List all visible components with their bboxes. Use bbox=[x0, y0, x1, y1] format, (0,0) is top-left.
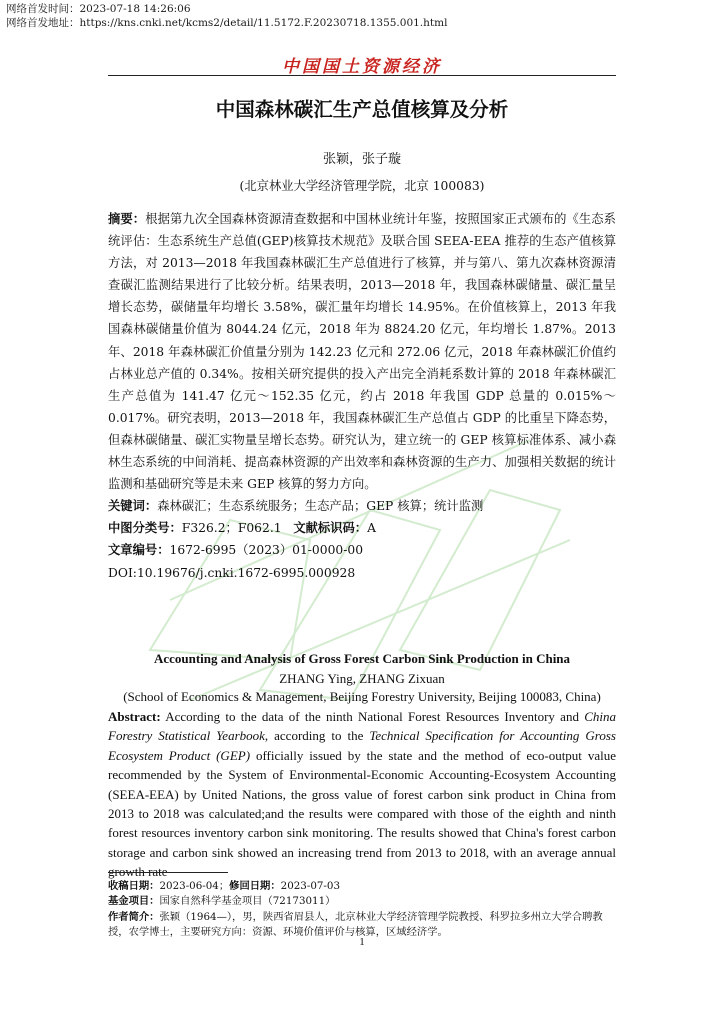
paper-title: 中国森林碳汇生产总值核算及分析 bbox=[215, 98, 509, 121]
keywords-text: 森林碳汇；生态系统服务；生态产品；GEP 核算；统计监测 bbox=[157, 499, 484, 514]
author-bio-label: 作者简介： bbox=[108, 910, 160, 923]
received-label: 收稿日期： bbox=[108, 880, 160, 892]
footnotes bbox=[108, 879, 618, 941]
paper-affiliation: (北京林业大学经济管理学院，北京 100083) bbox=[239, 179, 485, 193]
english-abstract-italic-2: Technical Specification for Accounting Gross Ecosystem Product (GEP) bbox=[108, 728, 616, 763]
english-abstract-text-3: officially issued by the state and the method of eco-output value recommended by the System of Environmental-Economic Accounting-Ecosystem Accounting (SEEA-EEA) by United Nations, the gross value of forest carbon sink product in China from 2013 to 2018 was calculated;and the results were compared with those of the eighth and ninth forest resources inventory carbon sink monitoring. The results showed that China's forest carbon storage and carbon sink showed an increasing trend from 2013 to 2018, with an average annual growth rate bbox=[108, 747, 616, 880]
fund-line bbox=[108, 894, 618, 909]
header-rule bbox=[108, 75, 616, 76]
fund-text: 国家自然科学基金项目（72173011） bbox=[159, 895, 336, 908]
received-date: 2023-06-04； bbox=[159, 880, 230, 892]
revised-date: 2023-07-03 bbox=[280, 880, 341, 892]
publication-address bbox=[6, 16, 447, 30]
dates-line bbox=[108, 879, 618, 894]
keywords-label: 关键词： bbox=[108, 499, 158, 514]
english-abstract-italic-1: China Forestry Statistical Yearbook bbox=[108, 709, 616, 744]
clc-label: 中图分类号： bbox=[108, 521, 182, 536]
doi: DOI:10.19676/j.cnki.1672-6995.000928 bbox=[108, 565, 356, 580]
publication-address-link[interactable]: https://kns.cnki.net/kcms2/detail/11.5172.F.20230718.1355.001.html bbox=[79, 17, 448, 29]
revised-label: 修回日期： bbox=[229, 880, 281, 892]
doc-code-label: 文献标识码： bbox=[293, 521, 368, 536]
english-affiliation: (School of Economics & Management, Beijing Forestry University, Beijing 100083, China) bbox=[123, 689, 601, 704]
paper-authors: 张颖，张子璇 bbox=[322, 152, 401, 167]
doc-code: A bbox=[367, 521, 376, 536]
publication-address-label: 网络首发地址： bbox=[6, 17, 80, 29]
abstract-cn-label: 摘要： bbox=[108, 212, 146, 226]
author-bio-text: 张颖（1964—），男，陕西省眉县人，北京林业大学经济管理学院教授、科罗拉多州立大学合聘教授，农学博士，主要研究方向：资源、环境价值评价与核算，区域经济学。 bbox=[108, 910, 603, 939]
article-number bbox=[108, 539, 616, 561]
page-number: 1 bbox=[359, 936, 365, 948]
footnote-rule bbox=[108, 872, 228, 873]
journal-name: 中国国土资源经济 bbox=[282, 57, 442, 77]
english-abstract bbox=[108, 707, 616, 882]
keywords bbox=[108, 495, 616, 517]
article-number-label: 文章编号： bbox=[108, 543, 170, 558]
publication-time: 网络首发时间：2023-07-18 14:26:06 bbox=[6, 3, 191, 15]
abstract-cn bbox=[108, 208, 616, 495]
chinese-front-matter bbox=[108, 208, 616, 584]
english-abstract-text-1: According to the data of the ninth National Forest Resources Inventory and bbox=[160, 709, 585, 724]
english-abstract-label: Abstract: bbox=[108, 709, 161, 724]
english-authors: ZHANG Ying, ZHANG Zixuan bbox=[279, 671, 445, 686]
online-publication-info bbox=[6, 2, 447, 30]
abstract-cn-text: 根据第九次全国森林资源清查数据和中国林业统计年鉴，按照国家正式颁布的《生态系统评估：生态系统生产总值(GEP)核算技术规范》及联合国 SEEA-EEA 推荐的生态产值核算方法，对 2013—2018 年我国森林碳汇生产总值进行了核算，并与第八、第九次森林资源清查碳汇监测结果进行了比较分析。结果表明，2013—2018 年，我国森林碳储量、碳汇量呈增长态势，碳储量年均增长 3.58%，碳汇量年均增长 14.95%。在价值核算上，2013 年我国森林碳储量价值为 8044.24 亿元，2018 年为 8824.20 亿元，年均增长 1.87%。2013 年、2018 年森林碳汇价值量分别为 142.23 亿元和 272.06 亿元，2018 年森林碳汇价值约占林业总产值的 0.34%。按相关研究提供的投入产出完全消耗系数计算的 2018 年森林碳汇生产总值为 141.47 亿元～152.35 亿元，约占 2018 年我国 GDP 总量的 0.015%～0.017%。研究表明，2013—2018 年，我国森林碳汇生产总值占 GDP 的比重呈下降态势，但森林碳储量、碳汇实物量呈增长态势。研究认为，建立统一的 GEP 核算标准体系、减小森林生态系统的中间消耗、提高森林资源的产出效率和森林资源的生产力、加强相关数据的统计监测和基础研究等是未来 GEP 核算的努力方向。 bbox=[108, 212, 616, 492]
classification bbox=[108, 517, 616, 539]
article-number-text: 1672-6995（2023）01-0000-00 bbox=[169, 543, 364, 558]
fund-label: 基金项目： bbox=[108, 895, 160, 908]
english-abstract-text-2: , according to the bbox=[264, 728, 370, 744]
english-title: Accounting and Analysis of Gross Forest Carbon Sink Production in China bbox=[153, 651, 571, 666]
clc-text: F326.2；F062.1 bbox=[181, 521, 282, 536]
